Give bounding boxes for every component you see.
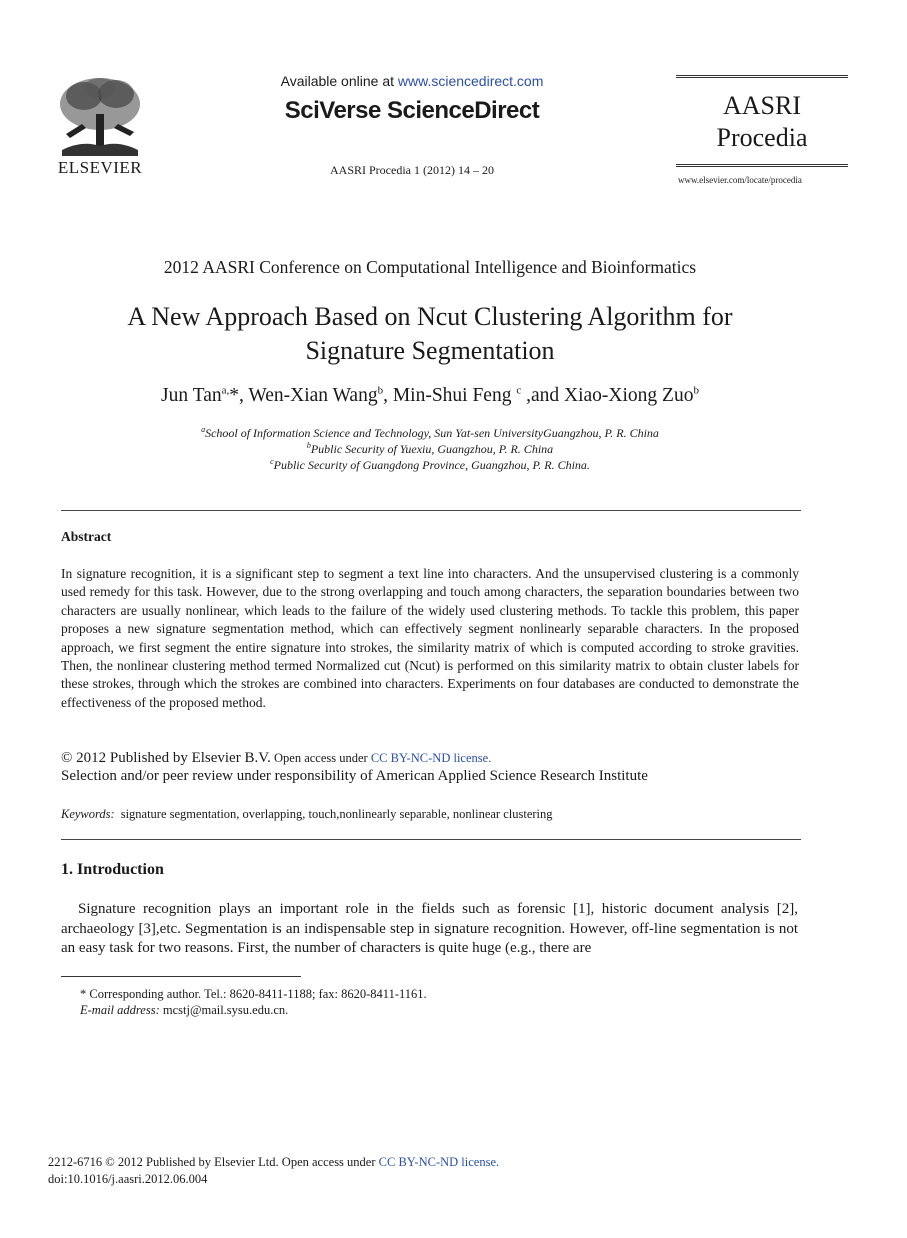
conference-name: 2012 AASRI Conference on Computational Intelligence and Bioinformatics xyxy=(163,257,697,277)
platform-brand: SciVerse ScienceDirect xyxy=(284,97,540,124)
sciencedirect-link[interactable]: www.sciencedirect.com xyxy=(397,73,544,89)
publisher-name: ELSEVIER xyxy=(57,158,143,177)
journal-citation: AASRI Procedia 1 (2012) 14 – 20 xyxy=(330,163,494,177)
affiliation: $^a$School of Information Science and Technology, Sun Yat-sen UniversityGuangzhou, P. R. China xyxy=(201,425,659,440)
abstract-bottom-rule xyxy=(61,839,801,840)
author: Xiao-Xiong Zuo$^b$ xyxy=(564,384,699,406)
footer-license-link[interactable]: CC BY-NC-ND license. xyxy=(378,1155,500,1169)
journal-box-bottom-rule xyxy=(676,164,848,167)
keywords-text: signature segmentation, overlapping, touch,nonlinearly separable, nonlinear clustering xyxy=(120,807,553,821)
keywords xyxy=(61,807,799,822)
available-online: Available online at www.sciencedirect.com xyxy=(280,73,544,89)
introduction-text: Signature recognition plays an important role in the fields such as forensic [1], historic document analysis [2], archaeology [3],etc. Segmentation is an indispensable step in signature recognition. However, off-line segmentation is not an easy task for two reasons. First, the number of characters is quite huge (e.g., there are xyxy=(61,901,798,956)
journal-url[interactable]: www.elsevier.com/locate/procedia xyxy=(678,175,802,185)
affiliation: $^c$Public Security of Guangdong Province, Guangzhou, P. R. China. xyxy=(270,457,590,472)
email-address[interactable]: mcstj@mail.sysu.edu.cn. xyxy=(159,1003,289,1017)
license-link[interactable]: CC BY-NC-ND license. xyxy=(370,751,492,765)
abstract-top-rule xyxy=(61,510,801,511)
doi[interactable]: doi:10.1016/j.aasri.2012.06.004 xyxy=(48,1172,208,1186)
author: Jun Tan$^{a,}$*, xyxy=(161,384,249,406)
journal-box-top-rule xyxy=(676,75,848,78)
author: Min-Shui Feng $^c$ ,and xyxy=(392,384,565,406)
abstract-heading: Abstract xyxy=(61,529,112,544)
author-list xyxy=(0,384,860,407)
section-heading: 1. Introduction xyxy=(61,861,164,878)
issn-line: 2212-6716 © 2012 Published by Elsevier Ltd. Open access under CC BY-NC-ND license. xyxy=(48,1155,500,1169)
copyright-line: © 2012 Published by Elsevier B.V. Open access under CC BY-NC-ND license. xyxy=(61,750,492,766)
email-note: E-mail address: mcstj@mail.sysu.edu.cn. xyxy=(80,1003,289,1017)
journal-title: AASRI Procedia xyxy=(716,91,808,152)
peer-review-statement: Selection and/or peer review under responsibility of American Applied Science Research Institute xyxy=(61,768,648,784)
footnote-rule xyxy=(61,976,301,977)
affiliation: $^b$Public Security of Yuexiu, Guangzhou, P. R. China xyxy=(306,441,554,456)
abstract-text: In signature recognition, it is a significant step to segment a text line into characters. And the unsupervised clustering is a commonly used remedy for this task. However, due to the strong overlapping and touch among characters, the separation boundaries between two characters are usually nonlinear, which leads to the failure of the widely used clustering methods. To tackle this problem, this paper proposes a new signature segmentation method, which can effectively segment nonlinearly separable characters. In the proposed approach, we first segment the entire signature into strokes, the similarity matrix of which is computed according to stroke gravities. Then, the nonlinear clustering method termed Normalized cut (Ncut) is performed on this similarity matrix to obtain cluster labels for these strokes, through which the strokes are combined into characters. Experiments on four databases are conducted to demonstrate the effectiveness of the proposed method. xyxy=(61,566,799,710)
keywords-label: Keywords: xyxy=(61,807,115,821)
corresponding-author-note: * Corresponding author. Tel.: 8620-8411-1188; fax: 8620-8411-1161. xyxy=(80,987,427,1001)
paper-title: A New Approach Based on Ncut Clustering Algorithm for Signature Segmentation xyxy=(127,302,733,365)
author: Wen-Xian Wang$^b$, xyxy=(248,384,393,406)
